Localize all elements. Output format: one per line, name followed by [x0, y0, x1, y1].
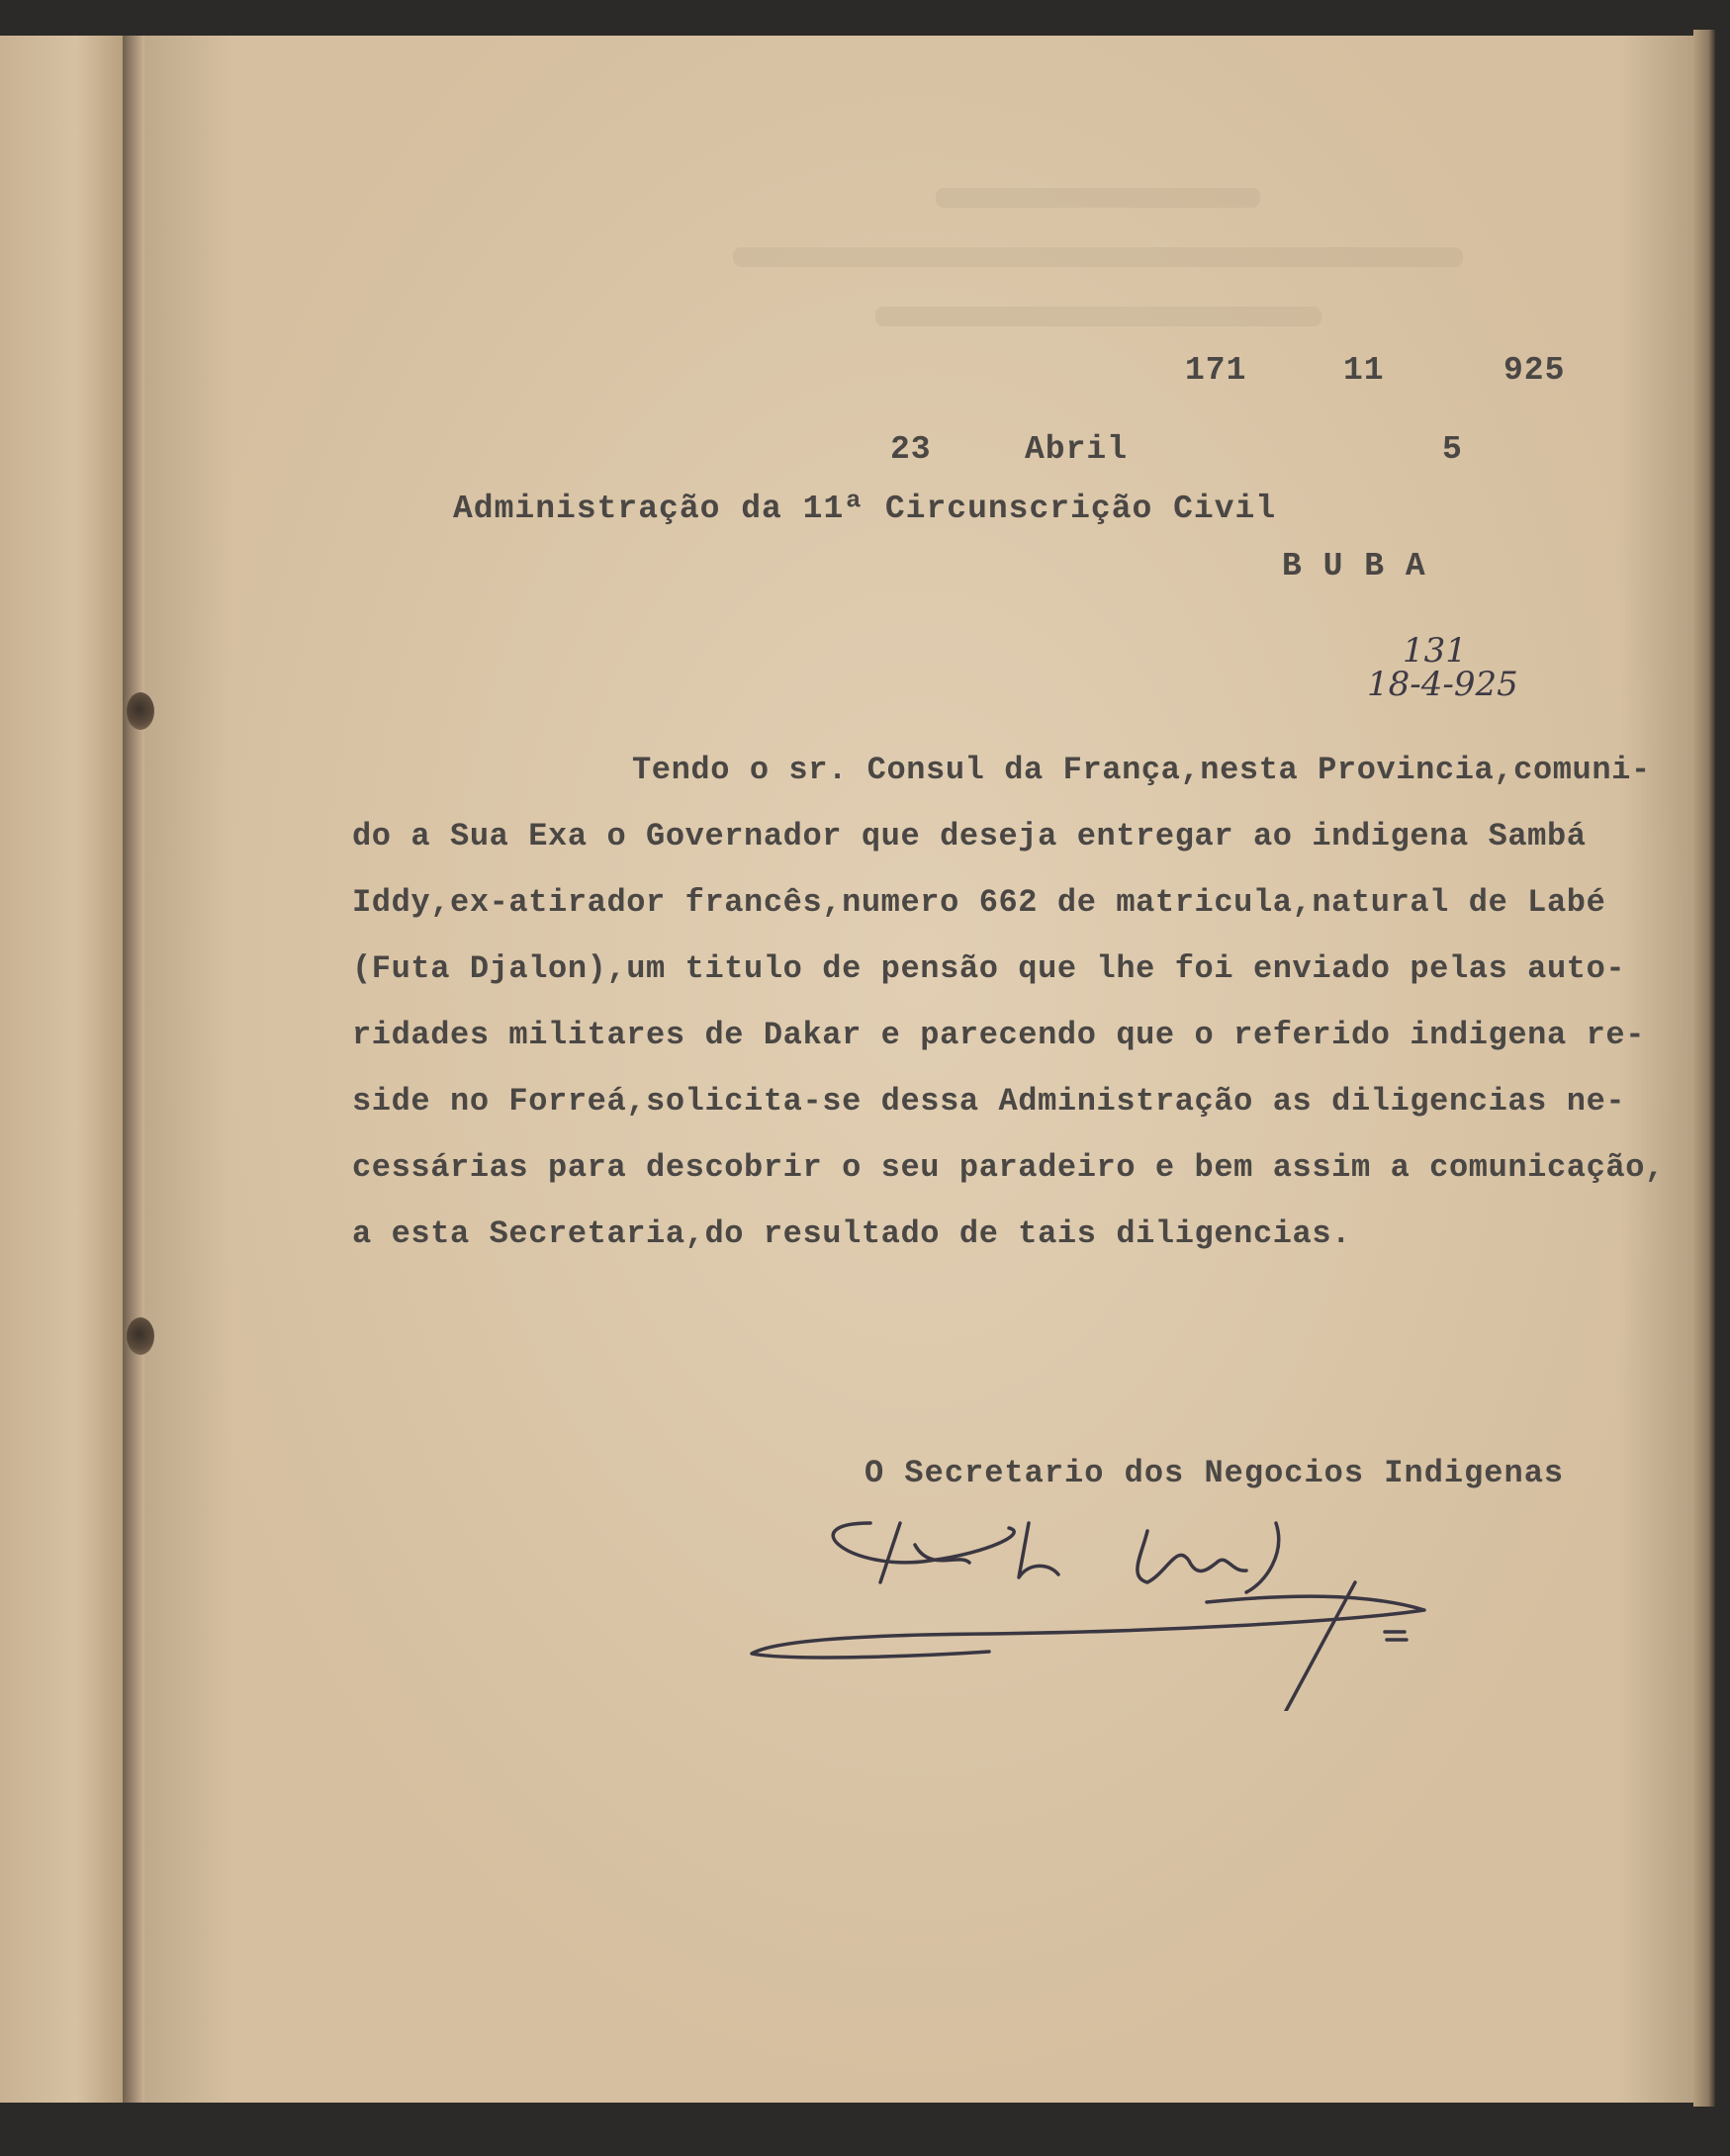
- body-line: ridades militares de Dakar e parecendo que o referido indigena re-: [352, 1017, 1646, 1053]
- body-line: a esta Secretaria,do resultado de tais diligencias.: [352, 1215, 1351, 1252]
- handwritten-date: 18-4-925: [1367, 665, 1518, 704]
- signatory-title: O Secretario dos Negocios Indigenas: [865, 1455, 1565, 1491]
- body-line: Iddy,ex-atirador francês,numero 662 de matricula,natural de Labé: [352, 884, 1606, 921]
- faded-letterhead: [692, 148, 1503, 376]
- binding-hole: [127, 692, 154, 730]
- body-line: cessárias para descobrir o seu paradeiro e bem assim a comunicação,: [352, 1149, 1665, 1186]
- letter-body: [352, 752, 1678, 1282]
- body-line: Tendo o sr. Consul da França,nesta Provincia,comuni-: [632, 752, 1651, 788]
- binding-gutter: [123, 36, 144, 2103]
- page-edge: [1693, 30, 1715, 2107]
- date-extra-number: 5: [1442, 431, 1463, 468]
- addressee-place: B U B A: [1282, 548, 1426, 584]
- reference-code: 11: [1343, 352, 1385, 389]
- body-line: side no Forreá,solicita-se dessa Administração as diligencias ne-: [352, 1083, 1626, 1120]
- year: 925: [1503, 352, 1566, 389]
- handwritten-signature: [732, 1483, 1444, 1711]
- date-day: 23: [890, 431, 932, 468]
- addressee: Administração da 11ª Circunscrição Civil: [453, 491, 1277, 527]
- binding-hole: [127, 1317, 154, 1355]
- handwritten-number: 131: [1403, 631, 1467, 671]
- body-line: do a Sua Exa o Governador que deseja entregar ao indigena Sambá: [352, 818, 1587, 854]
- body-line: (Futa Djalon),um titulo de pensão que lhe foi enviado pelas auto-: [352, 950, 1626, 987]
- left-page: [0, 36, 138, 2103]
- reference-number: 171: [1185, 352, 1247, 389]
- date-month: Abril: [1025, 431, 1129, 468]
